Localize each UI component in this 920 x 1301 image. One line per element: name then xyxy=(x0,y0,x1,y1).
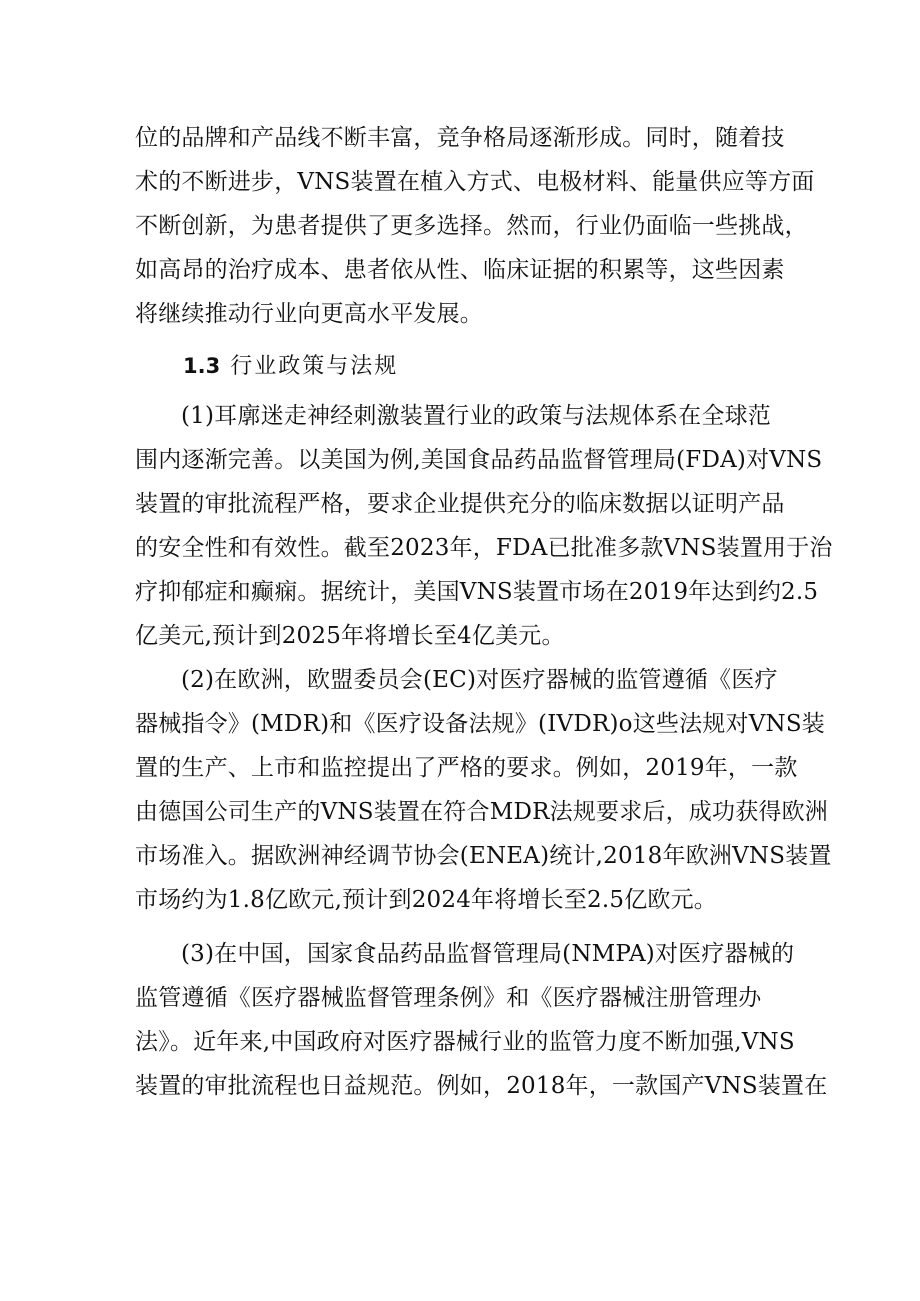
section-number: 1.3 xyxy=(183,354,221,378)
text-line: 装置的审批流程严格，要求企业提供充分的临床数据以证明产品 xyxy=(135,491,785,517)
paragraph-intro xyxy=(135,116,815,336)
text-line: 市场准入。据欧洲神经调节协会(ENEA)统计,2018年欧洲VNS装置 xyxy=(135,843,832,869)
text-line: 法》。近年来,中国政府对医疗器械行业的监管力度不断加强,VNS xyxy=(135,1029,795,1055)
text-line: 的安全性和有效性。截至2023年，FDA已批准多款VNS装置用于治 xyxy=(135,535,833,561)
paragraph-spacer xyxy=(135,922,795,932)
text-line: 术的不断进步，VNS装置在植入方式、电极材料、能量供应等方面 xyxy=(135,169,815,195)
text-line: 围内逐渐完善。以美国为例,美国食品药品监督管理局(FDA)对VNS xyxy=(135,447,823,473)
paragraph-1 xyxy=(135,394,833,658)
paragraph-2 xyxy=(135,658,832,922)
text-line: 亿美元,预计到2025年将增长至4亿美元。 xyxy=(135,623,565,649)
text-line: 位的品牌和产品线不断丰富，竞争格局逐渐形成。同时，随着技 xyxy=(135,125,785,151)
document-body xyxy=(135,116,833,1108)
section-title: 行业政策与法规 xyxy=(230,354,399,379)
text-line: (3)在中国，国家食品药品监督管理局(NMPA)对医疗器械的 xyxy=(181,941,795,967)
text-line: 疗抑郁症和癫痫。据统计，美国VNS装置市场在2019年达到约2.5 xyxy=(135,579,819,605)
text-line: 如高昂的治疗成本、患者依从性、临床证据的积累等，这些因素 xyxy=(135,257,785,283)
text-line: 置的生产、上市和监控提出了严格的要求。例如，2019年，一款 xyxy=(135,755,798,781)
text-line: 将继续推动行业向更高水平发展。 xyxy=(135,301,483,327)
paragraph-3 xyxy=(135,932,828,1108)
text-line: (2)在欧洲，欧盟委员会(EC)对医疗器械的监管遵循《医疗 xyxy=(181,667,778,693)
section-heading xyxy=(135,344,795,388)
text-line: 市场约为1.8亿欧元,预计到2024年将增长至2.5亿欧元。 xyxy=(135,887,717,913)
text-line: 监管遵循《医疗器械监督管理条例》和《医疗器械注册管理办 xyxy=(135,985,762,1011)
text-line: 装置的审批流程也日益规范。例如，2018年，一款国产VNS装置在 xyxy=(135,1073,828,1099)
text-line: (1)耳廓迷走神经刺激装置行业的政策与法规体系在全球范 xyxy=(181,403,771,429)
text-line: 器械指令》(MDR)和《医疗设备法规》(IVDR)o这些法规对VNS装 xyxy=(135,711,825,737)
text-line: 由德国公司生产的VNS装置在符合MDR法规要求后，成功获得欧洲 xyxy=(135,799,828,825)
text-line: 不断创新，为患者提供了更多选择。然而，行业仍面临一些挑战， xyxy=(135,213,808,239)
